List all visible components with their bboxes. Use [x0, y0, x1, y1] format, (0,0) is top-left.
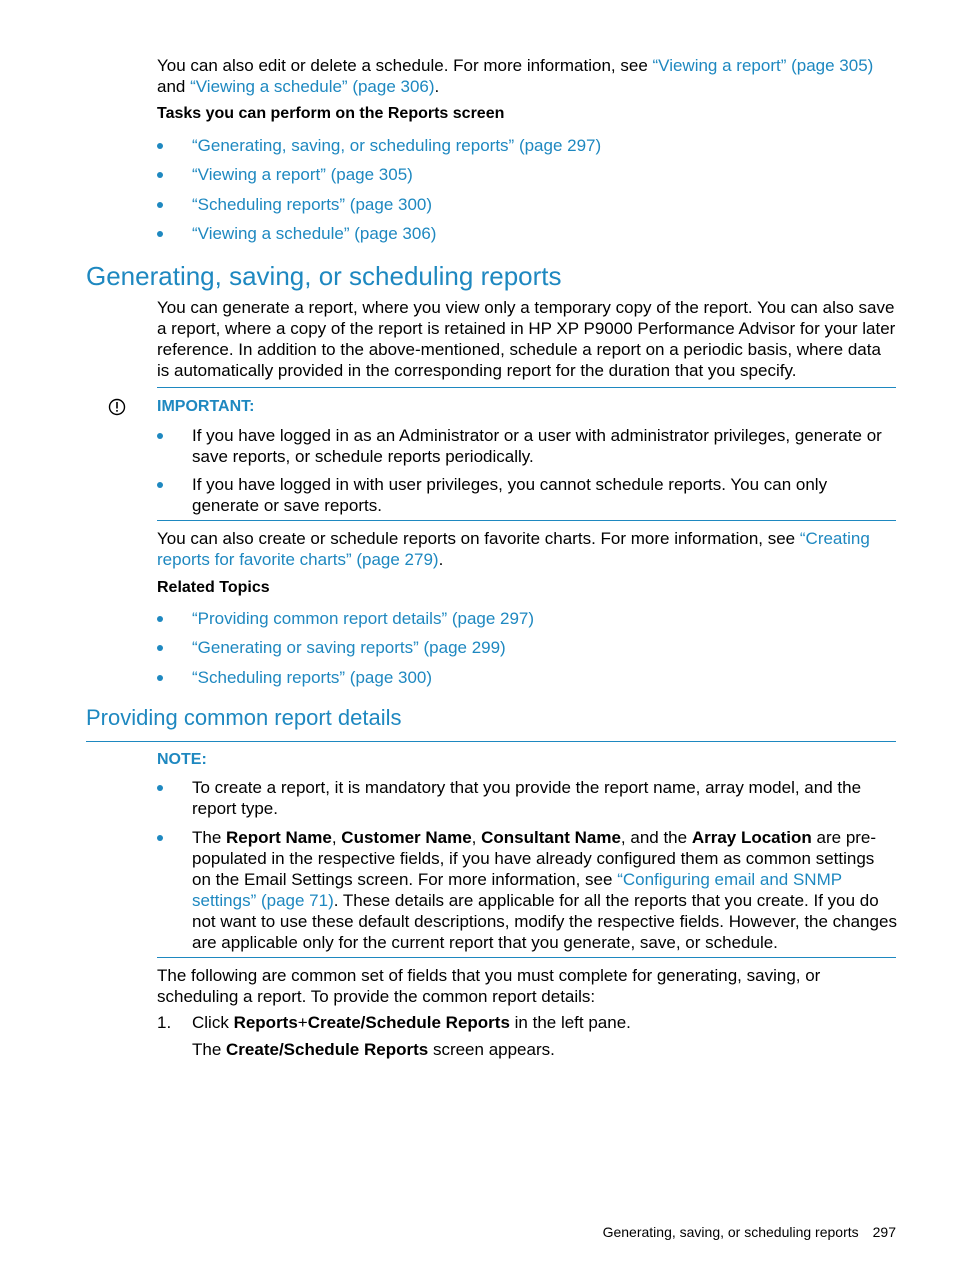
bullet-icon: [157, 202, 163, 208]
step-text-part: in the left pane.: [509, 1013, 631, 1032]
task-link[interactable]: “Generating, saving, or scheduling reports” (page 297): [192, 136, 602, 155]
section-title: Generating, saving, or scheduling reports: [86, 261, 562, 291]
note-bottom-rule: [157, 957, 896, 958]
intro-and: and: [157, 77, 191, 96]
note-item: To create a report, it is mandatory that you provide the report name, array model, and the report type.: [192, 778, 862, 818]
task-link[interactable]: “Viewing a report” (page 305): [192, 165, 413, 184]
step-result: [192, 1039, 555, 1060]
important-top-rule: [157, 387, 896, 388]
exclamation-circle-icon: [108, 398, 126, 416]
bullet-icon: [157, 231, 163, 237]
note-text: The: [192, 828, 227, 847]
list-item: [157, 827, 897, 953]
section1-paragraph: You can generate a report, where you view only a temporary copy of the report. You can also save a report, where a copy of the report is retained in HP XP P9000 Performance Advisor for your later reference. In addition to the above-mentioned, schedule a report on a periodic basis, where data is automatically provided in the corresponding report for the duration that you specify.: [157, 298, 896, 380]
related-link[interactable]: “Generating or saving reports” (page 299): [192, 638, 506, 657]
note-text: are pre-populated in the respective fields, if you have already configured them as common settings on the Email Settings screen. For more information, see: [192, 828, 877, 889]
intro-end: .: [434, 77, 440, 96]
related-topics-heading: Related Topics: [157, 579, 270, 596]
step-number: 1.: [157, 1013, 172, 1032]
following-paragraph: The following are common set of fields that you must complete for generating, saving, or scheduling a report. To provide the common report details:: [157, 966, 821, 1006]
bullet-icon: [157, 172, 163, 178]
field-name: Consultant Name: [481, 828, 621, 847]
fav-end: .: [438, 550, 444, 569]
related-link[interactable]: “Scheduling reports” (page 300): [192, 668, 433, 687]
important-bottom-rule: [157, 520, 896, 521]
step-result-part: The: [192, 1040, 227, 1059]
note-item: [192, 827, 897, 953]
page-footer: [603, 1222, 896, 1242]
link-configuring-email[interactable]: “Configuring email and SNMP settings” (page 71): [192, 870, 842, 910]
step-text-part: +: [297, 1013, 308, 1032]
field-name: Report Name: [226, 828, 332, 847]
bullet-icon: [157, 835, 163, 841]
section2-rule: [86, 741, 896, 742]
link-viewing-schedule[interactable]: “Viewing a schedule” (page 306): [190, 77, 435, 96]
field-name: Array Location: [691, 828, 812, 847]
footer-section-title: Generating, saving, or scheduling reports: [602, 1224, 859, 1240]
step-text: [192, 1012, 631, 1033]
screen-name: Create/Schedule Reports: [226, 1040, 429, 1059]
important-label: IMPORTANT:: [157, 398, 255, 415]
note-text: , and the: [620, 828, 692, 847]
intro-paragraph: [157, 55, 897, 97]
bullet-icon: [157, 482, 163, 488]
section-title: Providing common report details: [86, 705, 402, 730]
bullet-icon: [157, 645, 163, 651]
bullet-icon: [157, 143, 163, 149]
link-favorite-charts[interactable]: “Creating reports for favorite charts” (page 279): [157, 529, 870, 569]
note-text: . These details are applicable for all the reports that you create. If you do not want to use these default descriptions, modify the respective fields. However, the changes are applicable only for the current report that you generate, save, or schedule.: [192, 891, 897, 952]
fav-text: You can also create or schedule reports on favorite charts. For more information, see: [157, 529, 800, 548]
note-text: ,: [471, 828, 482, 847]
important-item: If you have logged in as an Administrator or a user with administrator privileges, generate or save reports, or schedule reports periodically.: [192, 426, 882, 466]
task-link[interactable]: “Scheduling reports” (page 300): [192, 195, 433, 214]
tasks-heading: Tasks you can perform on the Reports screen: [157, 105, 505, 122]
note-text: ,: [331, 828, 342, 847]
step-text-part: Click: [192, 1013, 234, 1032]
favorite-charts-paragraph: [157, 528, 897, 570]
menu-create-schedule: Create/Schedule Reports: [307, 1013, 510, 1032]
bullet-icon: [157, 675, 163, 681]
page-number: 297: [872, 1224, 896, 1240]
bullet-icon: [157, 616, 163, 622]
list-item: [157, 425, 897, 467]
list-item: [157, 777, 897, 819]
step-result-part: screen appears.: [428, 1040, 555, 1059]
task-link[interactable]: “Viewing a schedule” (page 306): [192, 224, 437, 243]
related-link[interactable]: “Providing common report details” (page 297): [192, 609, 535, 628]
note-label: NOTE:: [157, 751, 207, 768]
menu-reports: Reports: [233, 1013, 298, 1032]
field-name: Customer Name: [341, 828, 472, 847]
bullet-icon: [157, 433, 163, 439]
bullet-icon: [157, 785, 163, 791]
list-item: [157, 474, 897, 516]
important-item: If you have logged in with user privileges, you cannot schedule reports. You can only generate or save reports.: [192, 475, 828, 515]
intro-text: You can also edit or delete a schedule. For more information, see: [157, 56, 653, 75]
link-viewing-report[interactable]: “Viewing a report” (page 305): [652, 56, 874, 75]
